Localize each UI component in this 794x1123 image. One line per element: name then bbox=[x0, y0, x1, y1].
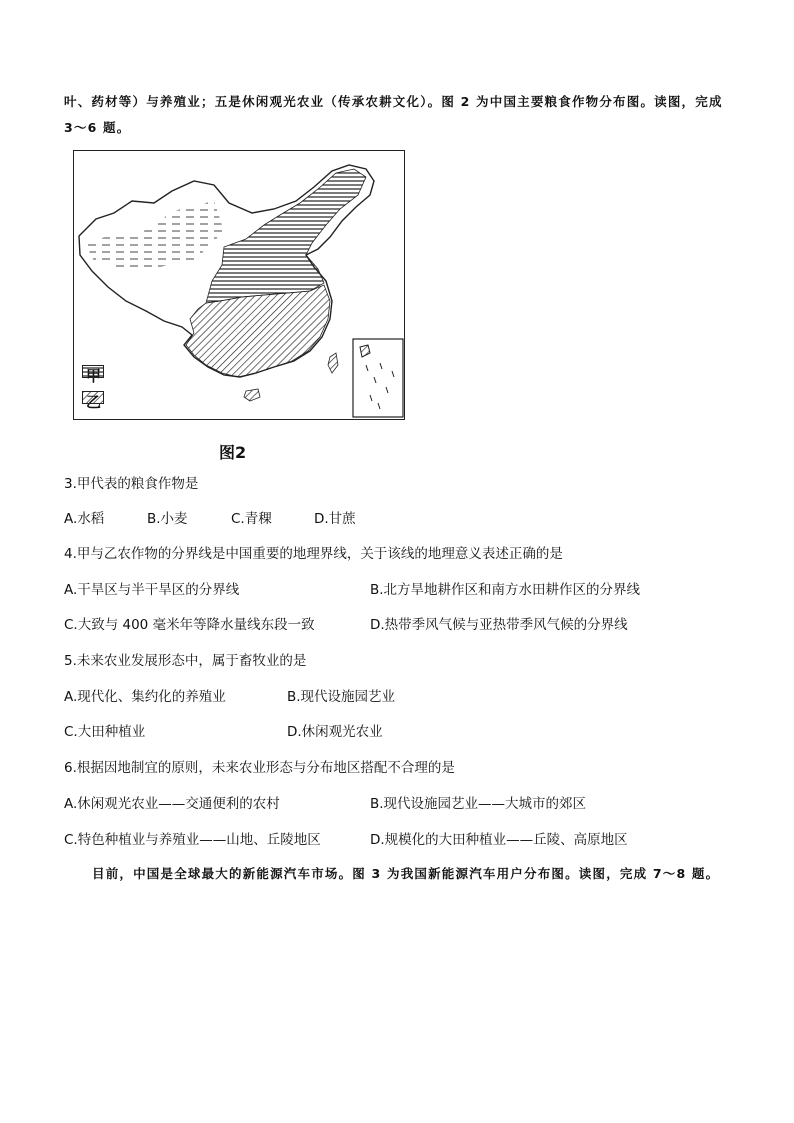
question-3-option-b[interactable]: B.小麦 bbox=[147, 511, 188, 527]
question-6-stem: 6.根据因地制宜的原则，未来农业形态与分布地区搭配不合理的是 bbox=[64, 760, 455, 776]
question-6-option-c[interactable]: C.特色种植业与养殖业——山地、丘陵地区 bbox=[64, 832, 321, 848]
legend-swatch-jia bbox=[82, 365, 104, 378]
question-4-stem: 4.甲与乙农作物的分界线是中国重要的地理界线，关于该线的地理意义表述正确的是 bbox=[64, 546, 563, 562]
question-4-option-a[interactable]: A.干旱区与半干旱区的分界线 bbox=[64, 582, 240, 598]
question-6-option-d[interactable]: D.规模化的大田种植业——丘陵、高原地区 bbox=[370, 832, 628, 848]
hainan-island bbox=[244, 389, 260, 401]
question-3-stem: 3.甲代表的粮食作物是 bbox=[64, 476, 199, 492]
question-3-option-c[interactable]: C.青稞 bbox=[231, 511, 272, 527]
question-3-option-a[interactable]: A.水稻 bbox=[64, 511, 105, 527]
figure-caption: 图2 bbox=[219, 443, 247, 462]
question-5-option-b[interactable]: B.现代设施园艺业 bbox=[287, 689, 396, 705]
question-4-option-c[interactable]: C.大致与 400 毫米年等降水量线东段一致 bbox=[64, 617, 315, 633]
question-4-option-b[interactable]: B.北方旱地耕作区和南方水田耕作区的分界线 bbox=[370, 582, 641, 598]
question-5-option-d[interactable]: D.休闲观光农业 bbox=[287, 724, 383, 740]
question-3-option-d[interactable]: D.甘蔗 bbox=[314, 511, 356, 527]
legend-swatch-yi bbox=[82, 391, 104, 404]
intro-line-1: 叶、药材等）与养殖业；五是休闲观光农业（传承农耕文化）。图 2 为中国主要粮食作物分布图。读图，完成 bbox=[64, 94, 723, 109]
china-map-drawing bbox=[74, 151, 404, 419]
question-5-option-c[interactable]: C.大田种植业 bbox=[64, 724, 146, 740]
china-crop-map bbox=[73, 150, 405, 420]
intro-line-2: 3～6 题。 bbox=[64, 120, 131, 135]
question-5-stem: 5.未来农业发展形态中，属于畜牧业的是 bbox=[64, 653, 307, 669]
legend-item-jia bbox=[82, 365, 101, 386]
question-6-option-b[interactable]: B.现代设施园艺业——大城市的郊区 bbox=[370, 796, 587, 812]
question-6-option-a[interactable]: A.休闲观光农业——交通便利的农村 bbox=[64, 796, 280, 812]
question-4-option-d[interactable]: D.热带季风气候与亚热带季风气候的分界线 bbox=[370, 617, 628, 633]
taiwan-island bbox=[328, 353, 338, 373]
question-5-option-a[interactable]: A.现代化、集约化的养殖业 bbox=[64, 689, 226, 705]
outro-paragraph: 目前，中国是全球最大的新能源汽车市场。图 3 为我国新能源汽车用户分布图。读图，完成 7～8 题。 bbox=[92, 866, 720, 881]
legend-item-yi bbox=[82, 391, 101, 412]
